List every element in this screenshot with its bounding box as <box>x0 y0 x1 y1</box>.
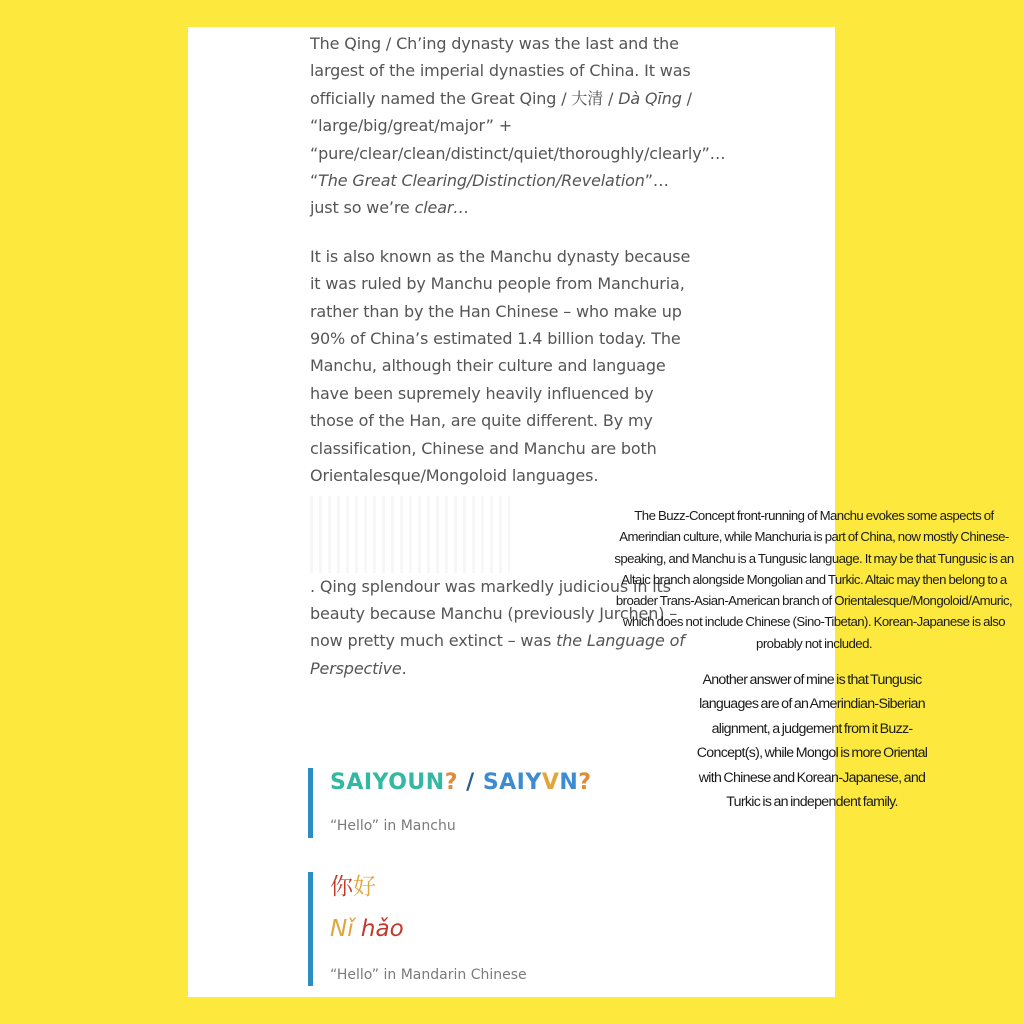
hanzi-char: 你 <box>330 874 353 900</box>
greeting-separator: / <box>457 770 483 795</box>
manchu-greeting <box>330 768 592 798</box>
text-span: The Qing / Ch’ing dynasty was the last and the largest of the imperial dynasties of China. It was officially named the Great Qing / 大清 / <box>310 34 691 108</box>
pinyin-part: hǎo <box>360 916 404 942</box>
hanzi-char: 好 <box>353 874 376 900</box>
manchu-caption: “Hello” in Manchu <box>330 818 456 834</box>
pinyin-space <box>354 916 361 942</box>
paragraph-manchu-dynasty: It is also known as the Manchu dynasty because it was ruled by Manchu people from Manchuria, rather than by the Han Chinese – who make up 90% of China’s estimated 1.4 billion today. The Manchu, although their culture and language have been supremely heavily influenced by those of the Han, are quite different. By my classification, Chinese and Manchu are both Orientalesque/Mongoloid languages. <box>310 246 691 486</box>
text-span: . Qing splendour was markedly judicious in its beauty because Manchu (previously Jurchen) – now pretty much extinct – was <box>310 576 678 651</box>
manchu-hello-blockquote <box>308 768 592 838</box>
mandarin-caption: “Hello” in Mandarin Chinese <box>330 967 527 983</box>
paragraph-qing-dynasty <box>310 30 726 222</box>
hanzi-greeting <box>330 872 527 902</box>
italic-span: the Language of Perspective <box>310 631 685 678</box>
italic-span: clear… <box>414 198 470 218</box>
pinyin-part: Nǐ <box>330 916 354 942</box>
annotation-note-tungusic: Another answer of mine is that Tungusic languages are of an Amerindian-Siberian alignment, a judgement from it Buzz-Concept(s), while Mongol is more Oriental with Chinese and Korean-Japanese, and Turkic is an independent family. <box>696 672 928 811</box>
greeting-part: ? <box>578 770 592 795</box>
greeting-part: V <box>541 770 560 795</box>
greeting-part: SAIY <box>482 770 542 795</box>
mandarin-hello-blockquote <box>308 872 527 986</box>
italic-span: Dà Qīng <box>618 88 682 108</box>
greeting-part: N <box>559 770 579 795</box>
text-span: / “large/big/great/major” + “pure/clear/clean/distinct/quiet/thoroughly/clearly”… “ <box>310 88 726 191</box>
text-span: . <box>401 658 407 678</box>
smudge-overlay <box>310 496 510 573</box>
annotation-note-altaic: The Buzz-Concept front-running of Manchu evokes some aspects of Amerindian culture, while Manchuria is part of China, now mostly Chinese-speaking, and Manchu is a Tungusic language. It may be that Tungusic is an Altaic branch alongside Mongolian and Turkic. Altaic may then belong to a broader Trans-Asian-American branch of Orientalesque/Mongoloid/Amuric, which does not include Chinese (Sino-Tibetan). Korean-Japanese is also probably not included. <box>614 508 1014 651</box>
greeting-part: SAIYOUN <box>330 770 445 795</box>
italic-span: The Great Clearing/Distinction/Revelation <box>318 171 645 191</box>
greeting-part: ? <box>444 770 458 795</box>
text-span: ”… just so we’re <box>310 171 669 218</box>
pinyin-greeting <box>330 912 527 946</box>
